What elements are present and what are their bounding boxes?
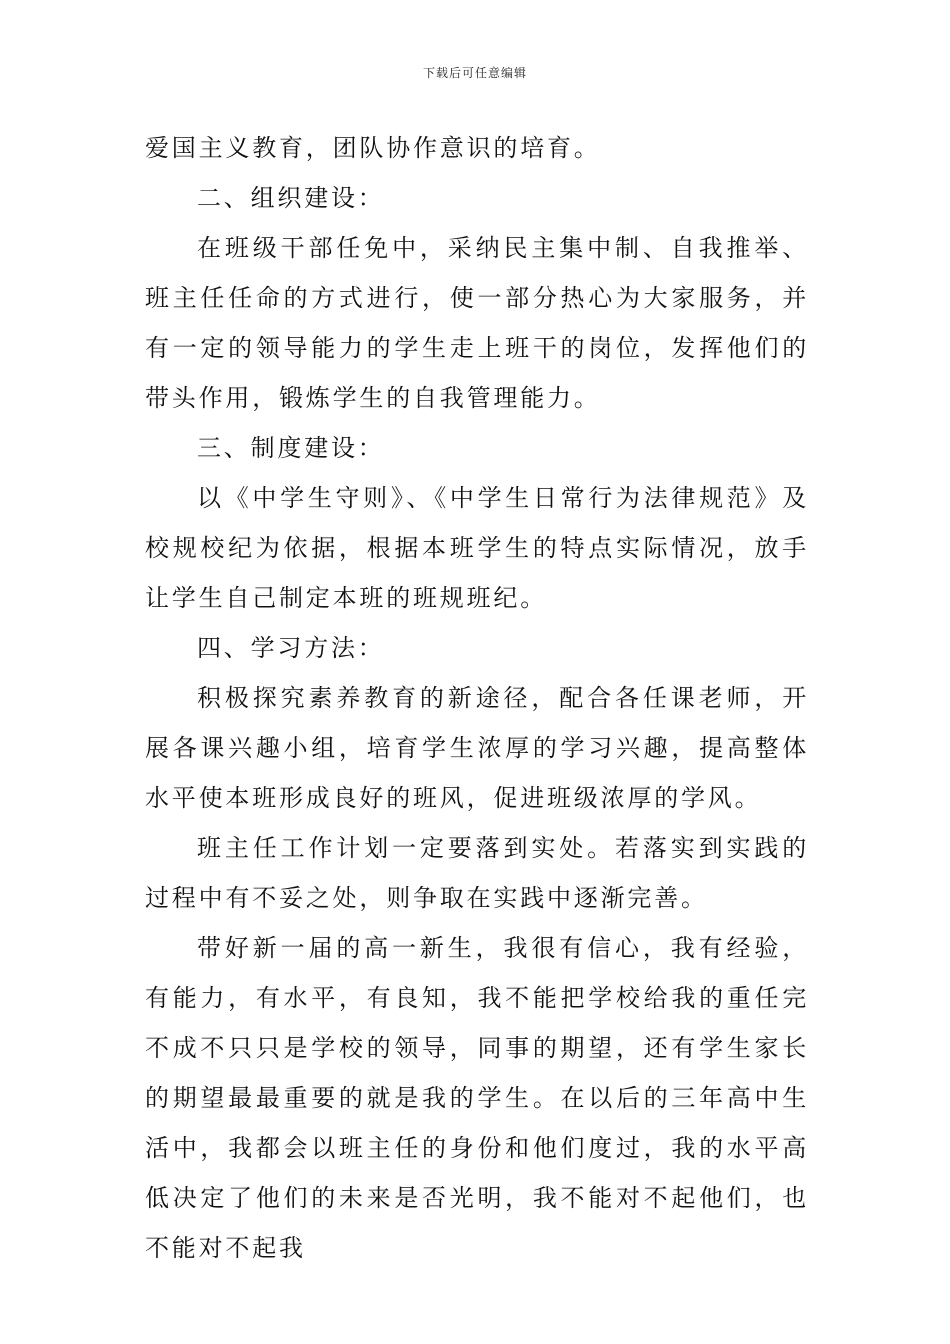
section-heading-organization: 二、组织建设：	[197, 184, 385, 212]
paragraph-intro-continuation: 爱国主义教育，团队协作意识的培育。	[145, 134, 601, 162]
section-heading-study-methods: 四、学习方法：	[197, 634, 385, 662]
paragraph-implementation: 班主任工作计划一定要落到实处。若落实到实践的过程中有不妥之处，则争取在实践中逐渐完善。	[145, 834, 809, 912]
paragraph-commitment: 带好新一届的高一新生，我很有信心，我有经验，有能力，有水平，有良知，我不能把学校给我的重任完不成不只只是学校的领导，同事的期望，还有学生家长的期望最最重要的就是我的学生。在以后的三年高中生活中，我都会以班主任的身份和他们度过，我的水平高低决定了他们的未来是否光明，我不能对不起他们，也不能对不起我	[145, 934, 809, 1262]
paragraph-rules: 以《中学生守则》、《中学生日常行为法律规范》及校规校纪为依据，根据本班学生的特点实际情况，放手让学生自己制定本班的班规班纪。	[145, 484, 809, 612]
section-heading-rules: 三、制度建设：	[197, 434, 385, 462]
paragraph-organization: 在班级干部任免中，采纳民主集中制、自我推举、班主任任命的方式进行，使一部分热心为大家服务，并有一定的领导能力的学生走上班干的岗位，发挥他们的带头作用，锻炼学生的自我管理能力。	[145, 234, 809, 412]
paragraph-study-methods: 积极探究素养教育的新途径，配合各任课老师，开展各课兴趣小组，培育学生浓厚的学习兴趣，提高整体水平使本班形成良好的班风，促进班级浓厚的学风。	[145, 684, 809, 812]
document-body	[145, 123, 809, 1273]
page-header: 下载后可任意编辑	[422, 66, 527, 80]
